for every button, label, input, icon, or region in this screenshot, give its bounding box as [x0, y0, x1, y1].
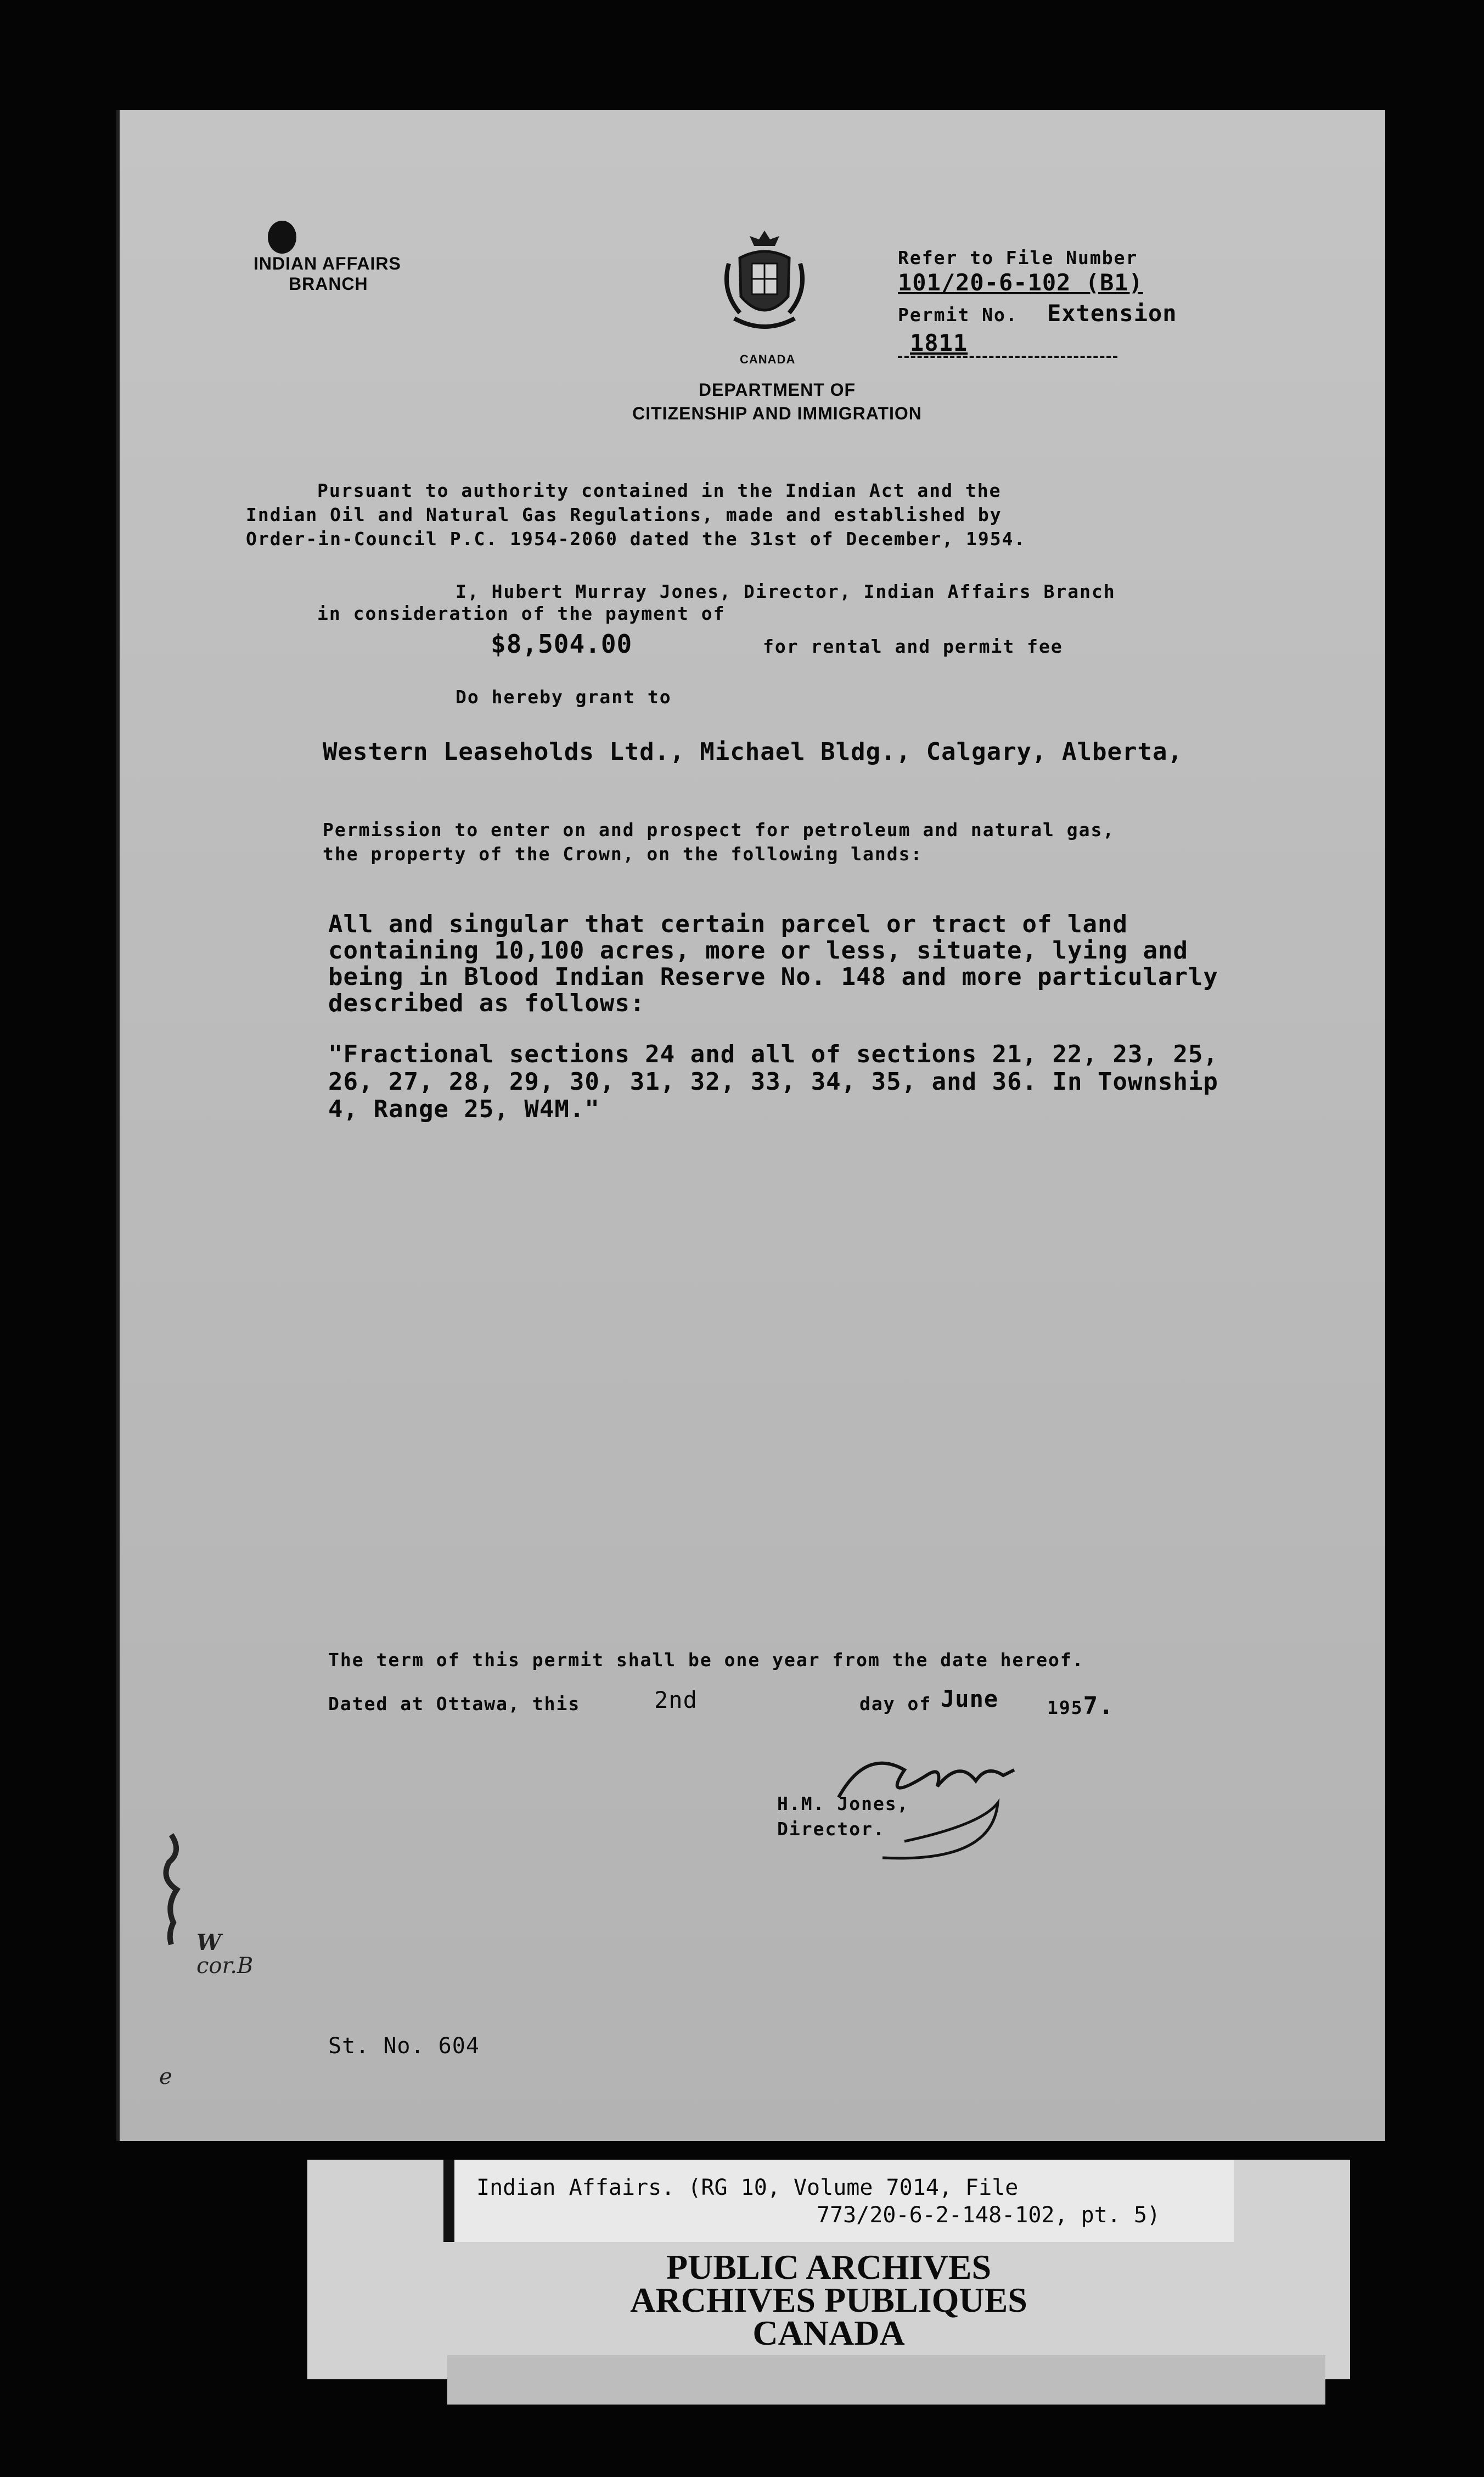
initials-line-1: W — [196, 1930, 221, 1955]
year-digit: 7. — [1083, 1692, 1115, 1720]
land-line: All and singular that certain parcel or tract of land — [328, 910, 1128, 938]
reference-line-1: Indian Affairs. (RG 10, Volume 7014, File — [476, 2175, 1019, 2200]
dated-line — [328, 1693, 580, 1714]
term-text: The term of this permit shall be one year from the date hereof. — [328, 1649, 1084, 1671]
stamp-line: CANADA — [752, 2313, 905, 2352]
refer-label: Refer to File Number — [898, 247, 1138, 268]
crest-caption: CANADA — [740, 352, 796, 366]
label-bottom-bar — [447, 2355, 1325, 2405]
reference-line-2: 773/20-6-2-148-102, pt. 5) — [817, 2203, 1161, 2228]
handwritten-initials — [196, 1931, 253, 1977]
land-line: containing 10,100 acres, more or less, situate, lying and — [328, 937, 1188, 965]
payment-amount: $8,504.00 — [491, 629, 633, 659]
fee-text: for rental and permit fee — [763, 636, 1063, 657]
permission-line: the property of the Crown, on the following lands: — [323, 843, 923, 865]
corner-mark: e — [159, 2064, 172, 2089]
file-number: 101/20-6-102 (B1) — [898, 269, 1143, 296]
land-line: being in Blood Indian Reserve No. 148 and more particularly — [328, 963, 1218, 991]
day-of-text: day of — [859, 1693, 932, 1714]
stamp-line: ARCHIVES PUBLIQUES — [630, 2280, 1027, 2319]
initials-line-2: cor.B — [196, 1953, 254, 1979]
archive-reference-box — [443, 2160, 1234, 2242]
dated-year — [1047, 1692, 1115, 1720]
branch-line-1: INDIAN AFFAIRS — [254, 254, 401, 273]
sections-line: 26, 27, 28, 29, 30, 31, 32, 33, 34, 35, and 36. In Township — [328, 1068, 1218, 1096]
permit-document — [116, 110, 1385, 2141]
branch-heading — [254, 254, 401, 294]
signatory-name: H.M. Jones, — [777, 1793, 909, 1814]
permit-number-line — [898, 356, 1117, 358]
department-line-1: DEPARTMENT OF — [698, 380, 856, 400]
standard-number: St. No. 604 — [328, 2033, 480, 2059]
permit-number: 1811 — [910, 329, 968, 356]
dated-month: June — [941, 1685, 999, 1712]
dated-prefix: Dated at Ottawa, this — [328, 1693, 581, 1714]
grant-text: Do hereby grant to — [456, 686, 672, 708]
year-prefix: 195 — [1047, 1697, 1083, 1718]
land-line: described as follows: — [328, 989, 645, 1017]
permission-paragraph — [323, 818, 1115, 866]
authority-line: Indian Oil and Natural Gas Regulations, made and established by — [246, 504, 1002, 525]
consideration-line: in consideration of the payment of — [317, 603, 726, 624]
permission-line: Permission to enter on and prospect for petroleum and natural gas, — [323, 819, 1115, 840]
permit-type: Extension — [1047, 300, 1177, 327]
archives-stamp — [307, 2248, 1350, 2352]
sections-line: "Fractional sections 24 and all of sections 21, 22, 23, 25, — [328, 1040, 1218, 1068]
sections-line: 4, Range 25, W4M." — [328, 1095, 600, 1123]
signatory-title: Director. — [777, 1818, 885, 1840]
branch-line-2: BRANCH — [289, 274, 368, 294]
grantee: Western Leaseholds Ltd., Michael Bldg., Calgary, Alberta, — [323, 738, 1183, 766]
authority-paragraph — [246, 479, 1026, 551]
dated-day: 2nd — [654, 1686, 698, 1713]
department-line-2: CITIZENSHIP AND IMMIGRATION — [632, 404, 922, 423]
ink-blot — [268, 221, 296, 254]
director-line: I, Hubert Murray Jones, Director, Indian Affairs Branch — [456, 581, 1116, 602]
sections-description — [328, 1041, 1218, 1123]
department-heading — [618, 380, 936, 424]
canada-crest-icon — [718, 225, 811, 346]
permit-label: Permit No. — [898, 304, 1018, 326]
land-description — [328, 911, 1218, 1017]
paper-clip-mark — [155, 1829, 188, 1950]
authority-line: Order-in-Council P.C. 1954-2060 dated the 31st of December, 1954. — [246, 528, 1026, 550]
stamp-line: PUBLIC ARCHIVES — [666, 2248, 992, 2287]
authority-line: Pursuant to authority contained in the Indian Act and the — [317, 480, 1002, 501]
